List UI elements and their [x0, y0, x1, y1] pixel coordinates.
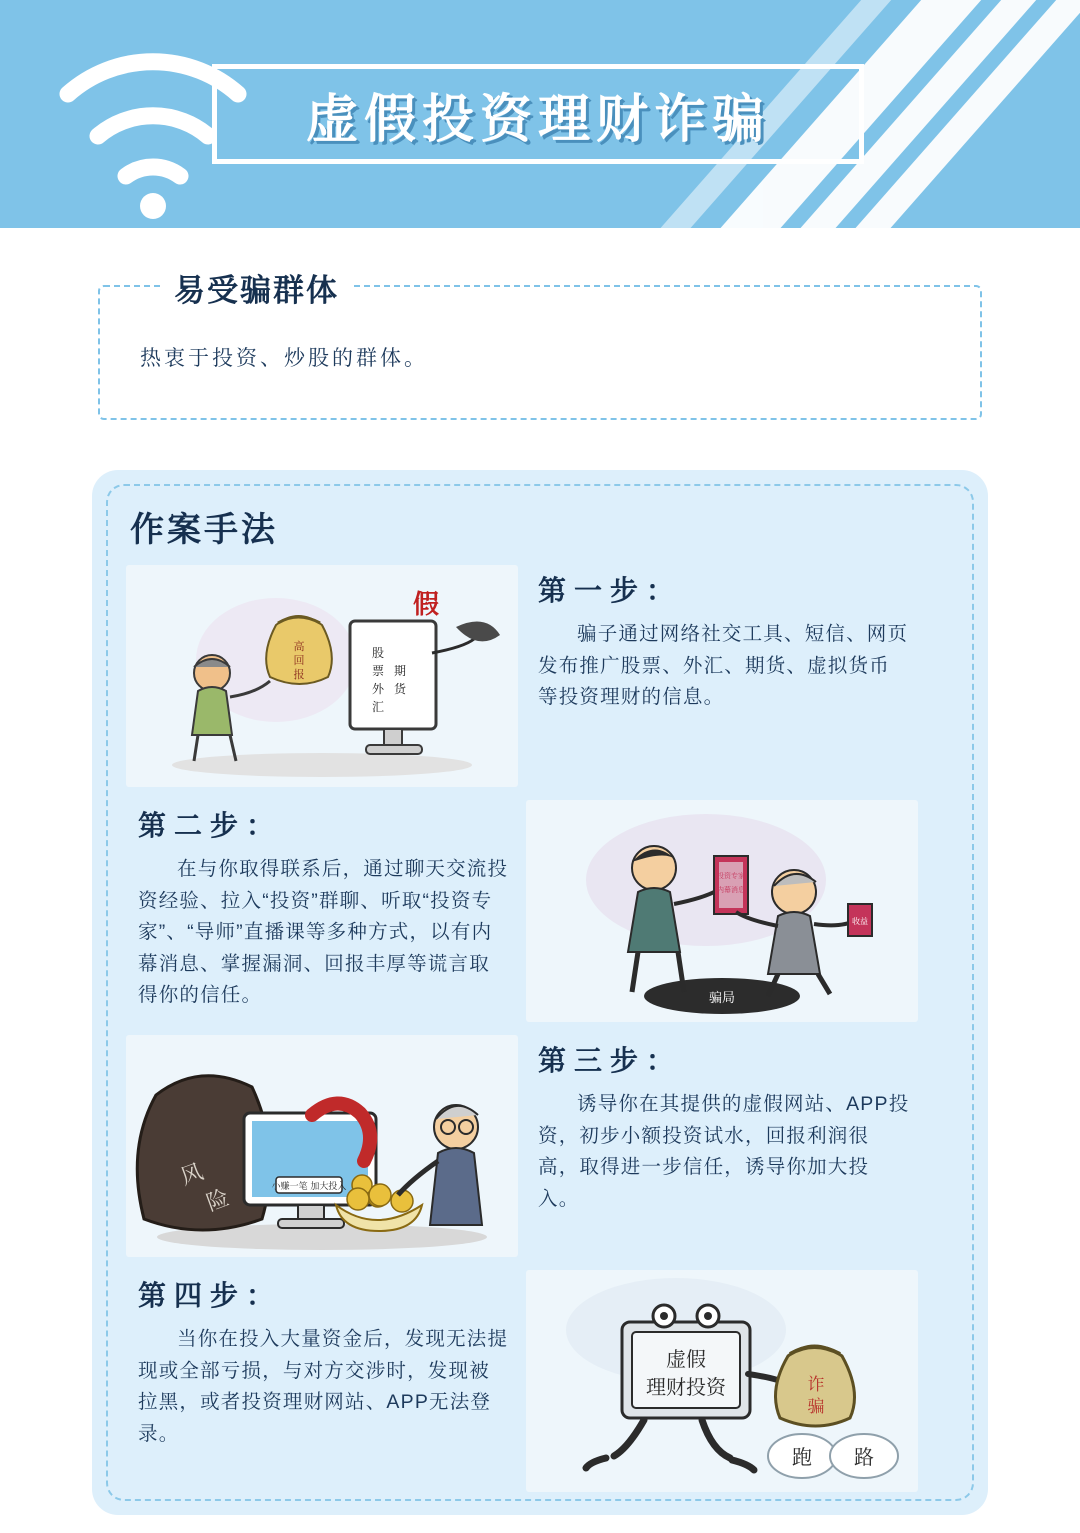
step-label: 第一步：	[538, 574, 683, 607]
step-image-col	[524, 1270, 924, 1495]
svg-text:高: 高	[293, 640, 305, 653]
svg-text:货: 货	[394, 682, 407, 696]
victims-heading: 易受骗群体	[160, 265, 353, 310]
step-image-col	[524, 800, 924, 1025]
svg-text:外: 外	[372, 682, 385, 696]
step-row	[124, 1035, 924, 1260]
step-label: 第三步：	[538, 1044, 683, 1077]
methods-heading: 作案手法	[130, 510, 278, 550]
page-title: 虚假投资理财诈骗	[305, 89, 770, 150]
step-text-col	[524, 1035, 924, 1260]
svg-text:回: 回	[293, 654, 305, 667]
svg-text:股: 股	[372, 646, 385, 660]
svg-text:报: 报	[293, 668, 305, 681]
step-body: 骗子通过网络社交工具、短信、网页发布推广股票、外汇、期货、虚拟货币等投资理财的信息。	[538, 623, 909, 709]
illustration-investment-guru-trap	[526, 800, 918, 1022]
step-text-col	[524, 565, 924, 790]
svg-text:内幕消息: 内幕消息	[717, 886, 745, 894]
svg-text:假: 假	[412, 590, 440, 620]
step-label: 第二步：	[138, 809, 283, 842]
svg-text:投资专家: 投资专家	[717, 872, 745, 880]
svg-text:险: 险	[203, 1185, 233, 1217]
svg-text:骗局: 骗局	[708, 991, 736, 1006]
svg-text:风: 风	[177, 1159, 207, 1191]
step-row	[124, 1270, 924, 1495]
step-image-col	[124, 1035, 524, 1260]
banner-title-frame	[212, 64, 864, 164]
svg-text:小赚一笔 加大投入: 小赚一笔 加大投入	[271, 1182, 347, 1192]
svg-text:收益: 收益	[852, 917, 868, 926]
step-text-col	[124, 1270, 524, 1495]
step-body: 诱导你在其提供的虚假网站、APP投资，初步小额投资试水，回报利润很高，取得进一步信任，诱导你加大投入。	[538, 1093, 910, 1210]
svg-text:汇: 汇	[372, 700, 385, 714]
step-label: 第四步：	[138, 1279, 283, 1312]
svg-text:诈: 诈	[807, 1375, 825, 1395]
step-body: 当你在投入大量资金后，发现无法提现或全部亏损，与对方交涉时，发现被拉黑，或者投资理财网站、APP无法登录。	[138, 1328, 509, 1445]
step-body: 在与你取得联系后，通过聊天交流投资经验、拉入“投资”群聊、听取“投资专家”、“导师”直播课等多种方式，以有内幕消息、掌握漏洞、回报丰厚等谎言取得你的信任。	[138, 858, 509, 1007]
step-text-col	[124, 800, 524, 1025]
step-image-col	[124, 565, 524, 790]
svg-text:跑: 跑	[792, 1445, 812, 1469]
illustration-fake-high-return-offer	[126, 565, 518, 787]
svg-text:路: 路	[854, 1445, 874, 1469]
victims-section	[98, 273, 982, 420]
step-row	[124, 800, 924, 1025]
svg-text:票: 票	[372, 664, 385, 678]
svg-text:理财投资: 理财投资	[646, 1375, 726, 1399]
svg-text:骗: 骗	[807, 1397, 825, 1417]
svg-text:虚假: 虚假	[666, 1347, 706, 1371]
illustration-fake-platform-deposit	[126, 1035, 518, 1257]
step-row	[124, 565, 924, 790]
svg-text:期: 期	[394, 664, 407, 678]
header-banner	[0, 0, 1080, 228]
illustration-platform-runs-away	[526, 1270, 918, 1492]
methods-section	[92, 470, 988, 1515]
victims-text: 热衷于投资、炒股的群体。	[140, 347, 428, 370]
